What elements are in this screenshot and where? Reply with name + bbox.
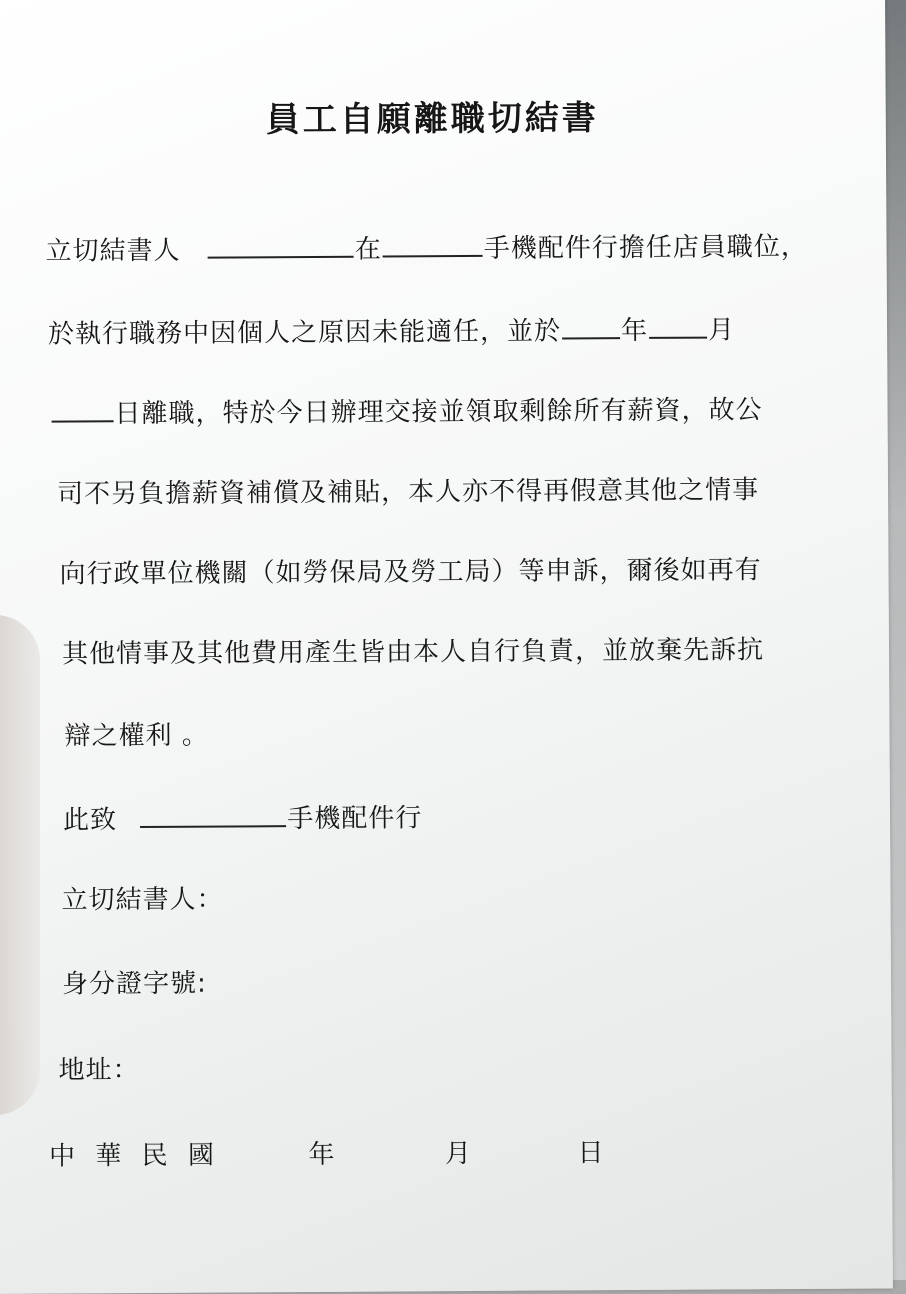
- id-number-field-label: 身分證字號:: [61, 968, 207, 1000]
- position-text: 手機配件行擔任店員職位，: [483, 231, 808, 264]
- clause-line-5: 向行政單位機關（如勞保局及勞工局）等申訴，爾後如再有: [59, 555, 762, 590]
- signer-field-label: 立切結書人：: [61, 884, 224, 916]
- store-name-blank: [383, 229, 483, 258]
- clause-line-6: 其他情事及其他費用產生皆由本人自行負責，並放棄先訴抗: [61, 635, 765, 670]
- year-blank: [562, 311, 620, 339]
- clause-line-3: [50, 389, 762, 430]
- month-blank: [649, 311, 707, 339]
- clause-line-7: 辯之權利 。: [64, 720, 209, 752]
- clause-line-4: 司不另負擔薪資補償及補貼，本人亦不得再假意其他之情事: [56, 475, 760, 510]
- at-label: 在: [354, 234, 382, 265]
- reason-text: 於執行職務中因個人之原因未能適任，並於: [47, 316, 562, 350]
- clause-line-1: [45, 226, 808, 268]
- holding-finger: [0, 615, 40, 1115]
- date-day-label: 日: [577, 1138, 610, 1169]
- addressee-prefix: 此致: [62, 805, 118, 836]
- resignation-text: 日離職，特於今日辦理交接並領取剩餘所有薪資，故公: [114, 395, 763, 430]
- address-field-label: 地址：: [58, 1055, 140, 1086]
- signer-label: 立切結書人: [45, 235, 181, 267]
- date-year-label: 年: [308, 1139, 341, 1171]
- signer-name-blank: [208, 230, 354, 259]
- date-line: [49, 1132, 610, 1172]
- clause-line-2: [48, 309, 735, 350]
- company-name-blank: [140, 799, 286, 828]
- era-label: 中 華 民 國: [49, 1140, 220, 1172]
- addressee-line: [63, 797, 423, 836]
- document-title: 員工自願離職切結書: [265, 98, 599, 141]
- year-label: 年: [620, 315, 649, 347]
- day-blank: [51, 394, 113, 422]
- month-label: 月: [708, 315, 736, 346]
- addressee-suffix: 手機配件行: [287, 803, 423, 835]
- date-month-label: 月: [444, 1138, 478, 1170]
